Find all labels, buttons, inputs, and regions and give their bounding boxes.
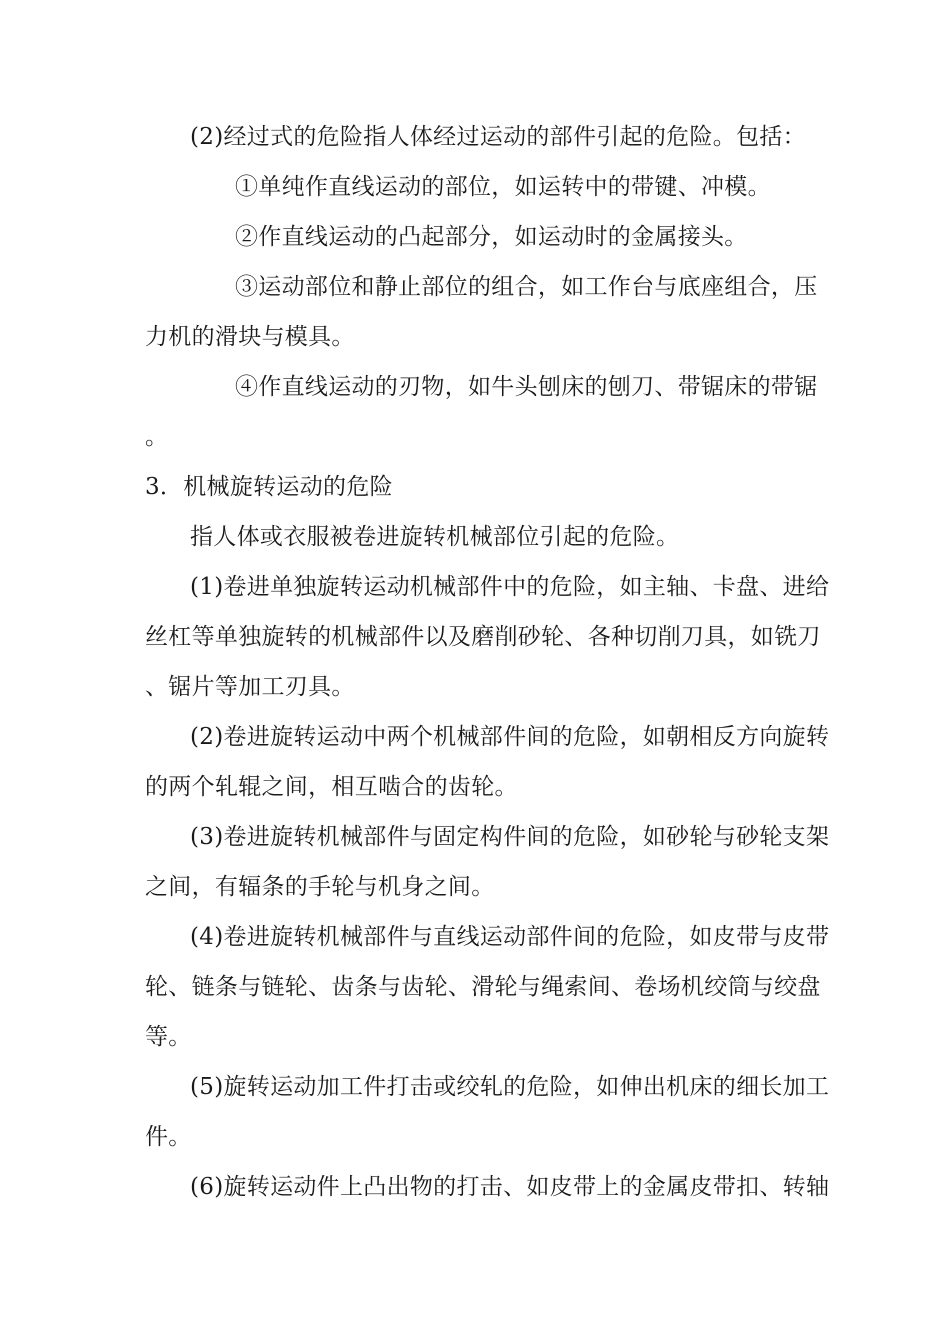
paragraph-line: (4)卷进旋转机械部件与直线运动部件间的危险，如皮带与皮带 [190,924,830,950]
paragraph-line: 件。 [145,1124,192,1150]
paragraph-line: 的两个轧辊之间，相互啮合的齿轮。 [145,774,518,800]
paragraph-line: 等。 [145,1024,192,1050]
paragraph-line: (5)旋转运动加工件打击或绞轧的危险，如伸出机床的细长加工 [190,1074,830,1100]
paragraph-line: ④作直线运动的刃物，如牛头刨床的刨刀、带锯床的带锯 [235,374,818,400]
paragraph-line: ①单纯作直线运动的部位，如运转中的带键、冲模。 [235,174,771,200]
paragraph-line: 指人体或衣服被卷进旋转机械部位引起的危险。 [190,524,680,550]
section-heading: 3．机械旋转运动的危险 [145,474,393,500]
paragraph-line: 轮、链条与链轮、齿条与齿轮、滑轮与绳索间、卷场机绞筒与绞盘 [145,974,821,1000]
paragraph-line: ③运动部位和静止部位的组合，如工作台与底座组合，压 [235,274,818,300]
paragraph-line: 丝杠等单独旋转的机械部件以及磨削砂轮、各种切削刀具，如铣刀 [145,624,821,650]
paragraph-line: (6)旋转运动件上凸出物的打击、如皮带上的金属皮带扣、转轴 [190,1174,830,1200]
paragraph-line: 、锯片等加工刃具。 [145,674,355,700]
paragraph-line: (2)经过式的危险指人体经过运动的部件引起的危险。包括： [190,124,806,150]
paragraph-line: 之间，有辐条的手轮与机身之间。 [145,874,495,900]
paragraph-line: 。 [145,424,169,450]
paragraph-line: (2)卷进旋转运动中两个机械部件间的危险，如朝相反方向旋转 [190,724,830,750]
paragraph-line: (1)卷进单独旋转运动机械部件中的危险，如主轴、卡盘、进给 [190,574,830,600]
paragraph-line: 力机的滑块与模具。 [145,324,355,350]
paragraph-line: (3)卷进旋转机械部件与固定构件间的危险，如砂轮与砂轮支架 [190,824,830,850]
paragraph-line: ②作直线运动的凸起部分，如运动时的金属接头。 [235,224,748,250]
